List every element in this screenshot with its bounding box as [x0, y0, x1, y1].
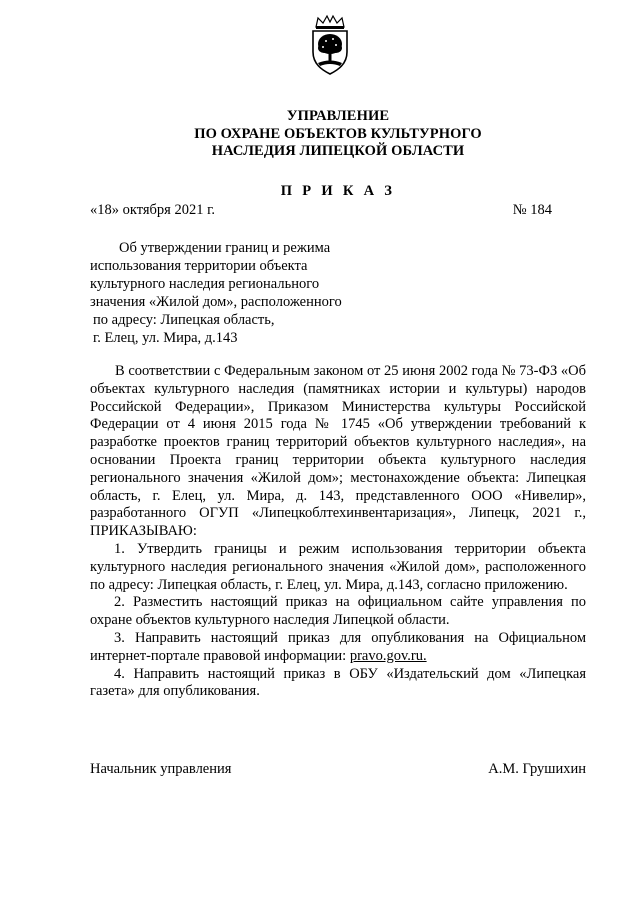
org-name-line-3: НАСЛЕДИЯ ЛИПЕЦКОЙ ОБЛАСТИ: [211, 143, 465, 159]
order-item-4: 4. Направить настоящий приказ в ОБУ «Издательский дом «Липецкая газета» для опубликования.: [90, 665, 586, 700]
order-item-2: 2. Разместить настоящий приказ на официальном сайте управления по охране объектов культурного наследия Липецкой области.: [90, 594, 586, 629]
signatory-name: А.М. Грушихин: [488, 761, 586, 777]
organization-header: [90, 108, 586, 161]
document-number: № 184: [512, 202, 552, 218]
coat-of-arms-icon: [304, 14, 356, 76]
subject-line-3: культурного наследия регионального: [90, 275, 320, 292]
subject-line-5: по адресу: Липецкая область,: [93, 311, 275, 328]
org-name-line-1: УПРАВЛЕНИЕ: [286, 108, 390, 124]
order-item-3-text: 3. Направить настоящий приказ для опубликования на Официальном интернет-портале правовой информации:: [90, 629, 586, 664]
signature-block: [90, 761, 586, 779]
subject-line-2: использования территории объекта: [90, 257, 308, 274]
document-subject: [90, 240, 380, 347]
document-title: П Р И К А З: [280, 183, 396, 199]
preamble-paragraph: В соответствии с Федеральным законом от 25 июня 2002 года № 73-ФЗ «Об объектах культурного наследия (памятниках истории и культуры) народов Российской Федерации», Приказом Министерства культуры Российской Федерации от 4 июня 2015 года № 1745 «Об утверждении требований к разработке проектов границ территорий объектов культурного наследия», на основании Проекта границ территории объекта культурного наследия регионального значения «Жилой дом»; местонахождение объекта: Липецкая область, г. Елец, ул. Мира, д. 143, представленного ООО «Нивелир», разработанного ОГУП «Липецкоблтехинвентаризация», Липецк, 2021 г., ПРИКАЗЫВАЮ:: [90, 363, 586, 540]
subject-line-1: Об утверждении границ и режима: [119, 240, 331, 256]
document-body: [90, 363, 586, 701]
order-item-1: 1. Утвердить границы и режим использования территории объекта культурного наследия регионального значения «Жилой дом», расположенного по адресу: Липецкая область, г. Елец, ул. Мира, д.143, согласно приложению.: [90, 540, 586, 593]
subject-line-6: г. Елец, ул. Мира, д.143: [93, 329, 238, 346]
signatory-position: Начальник управления: [90, 761, 232, 777]
subject-line-4: значения «Жилой дом», расположенного: [90, 293, 342, 310]
org-name-line-2: ПО ОХРАНЕ ОБЪЕКТОВ КУЛЬТУРНОГО: [194, 125, 482, 142]
date-number-row: [90, 202, 586, 220]
order-item-3: [90, 630, 586, 666]
document-date: «18» октября 2021 г.: [90, 202, 216, 218]
pravo-gov-link[interactable]: pravo.gov.ru.: [349, 647, 427, 664]
